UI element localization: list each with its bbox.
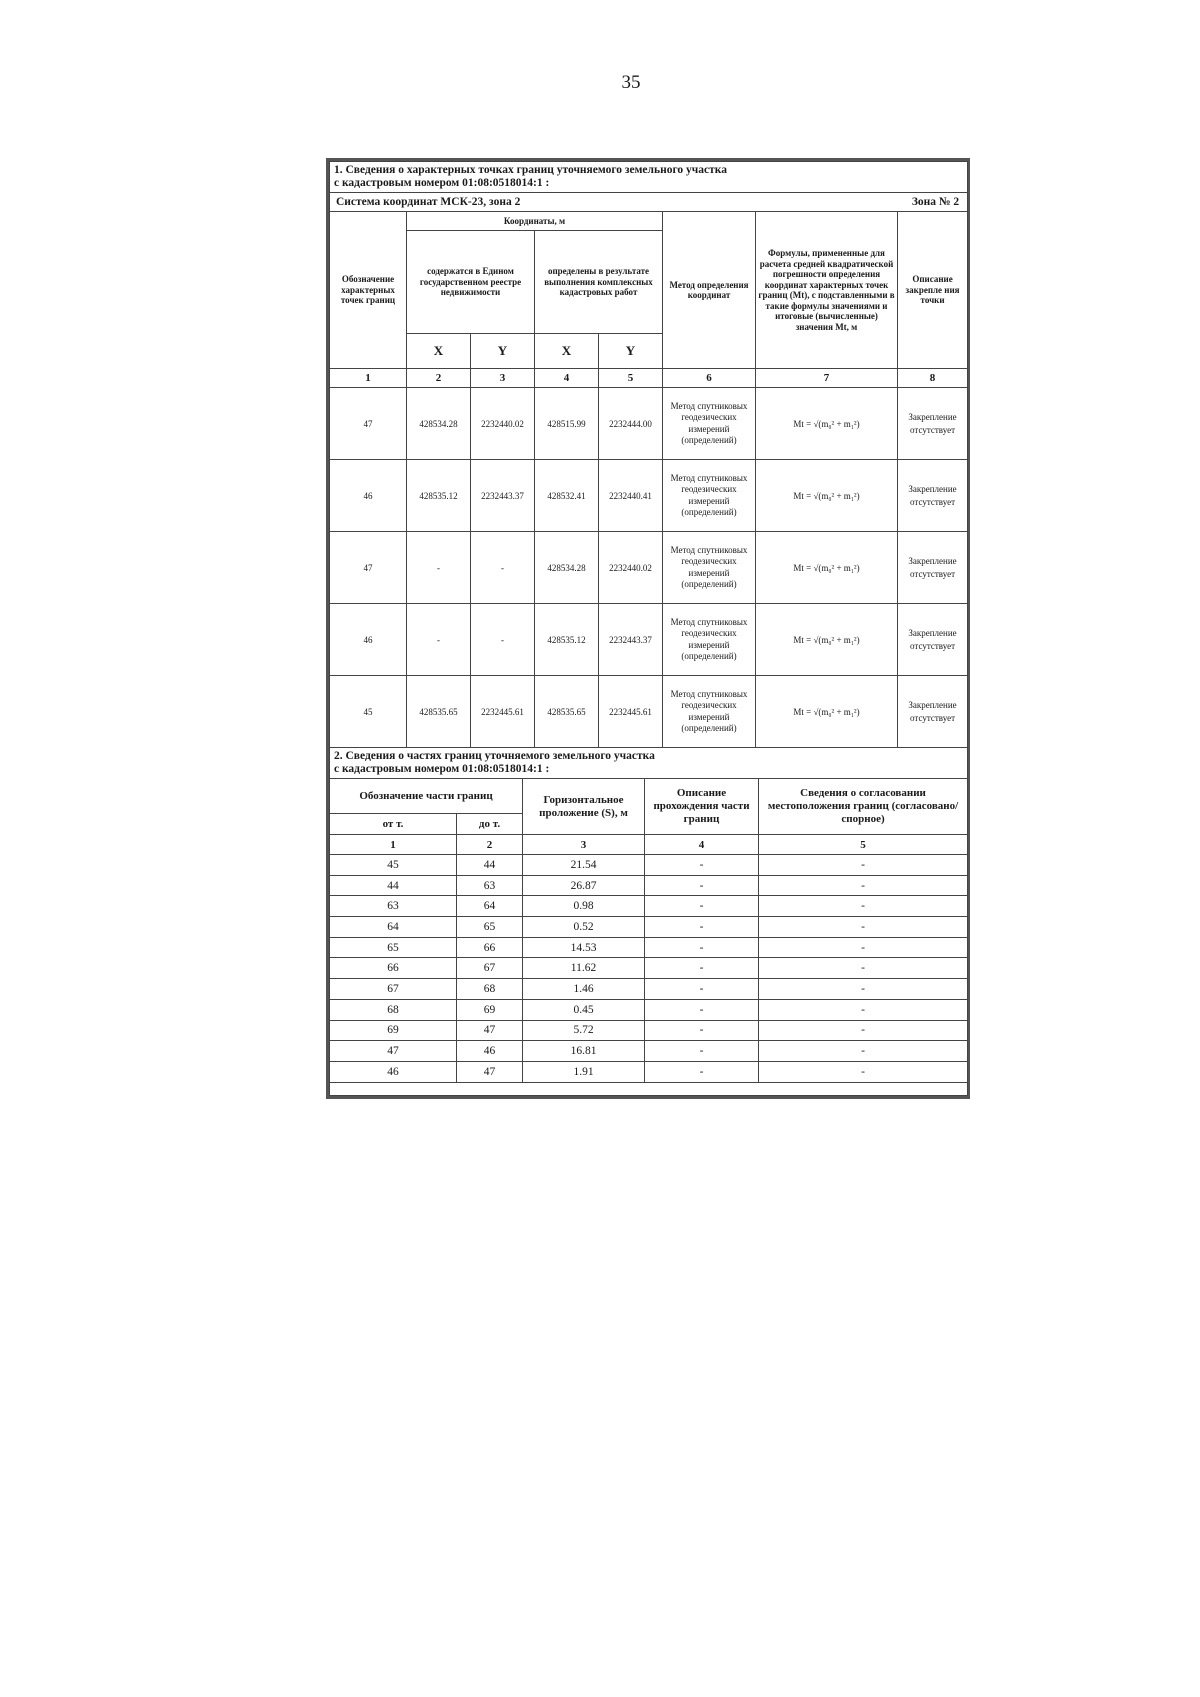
header-to: до т.: [457, 814, 523, 835]
part-row: [330, 917, 968, 938]
section1-title-line1: 1. Сведения о характерных точках границ уточняемого земельного участка: [334, 164, 727, 176]
part-description: -: [645, 979, 759, 1000]
col-number: 5: [759, 835, 968, 855]
y-egrn: -: [471, 604, 535, 676]
cadastral-document: [326, 158, 970, 1099]
to-point: 47: [457, 1020, 523, 1041]
part-row: [330, 896, 968, 917]
header-y-egrn: Y: [471, 334, 535, 369]
to-point: 64: [457, 896, 523, 917]
agreement-status: -: [759, 1061, 968, 1082]
part-row: [330, 1061, 968, 1082]
y-kkr: 2232445.61: [599, 676, 663, 748]
col-number: 3: [523, 835, 645, 855]
col-number: 5: [599, 369, 663, 388]
page-number: 35: [621, 72, 641, 93]
agreement-status: -: [759, 937, 968, 958]
formula: Mt = √(m₀² + m₁²): [756, 532, 898, 604]
horizontal-distance: 21.54: [523, 855, 645, 876]
agreement-status: -: [759, 1041, 968, 1062]
from-point: 69: [330, 1020, 457, 1041]
part-row: [330, 1041, 968, 1062]
col-number: 1: [330, 369, 407, 388]
agreement-status: -: [759, 1020, 968, 1041]
zone-label: Зона № 2: [756, 193, 968, 212]
point-id: 47: [330, 532, 407, 604]
section1-title: [330, 162, 968, 193]
from-point: 66: [330, 958, 457, 979]
part-row: [330, 958, 968, 979]
part-row: [330, 979, 968, 1000]
from-point: 65: [330, 937, 457, 958]
point-row: [330, 388, 968, 460]
method: Метод спутниковых геодезических измерений (определений): [663, 604, 756, 676]
part-description: -: [645, 1061, 759, 1082]
header-egrn: содержатся в Едином государственном реестре недвижимости: [407, 231, 535, 334]
from-point: 46: [330, 1061, 457, 1082]
header-x-egrn: X: [407, 334, 471, 369]
point-row: [330, 460, 968, 532]
x-kkr: 428532.41: [535, 460, 599, 532]
header-method: Метод определения координат: [663, 212, 756, 369]
agreement-status: -: [759, 958, 968, 979]
col-number: 6: [663, 369, 756, 388]
y-kkr: 2232444.00: [599, 388, 663, 460]
part-description: -: [645, 999, 759, 1020]
part-description: -: [645, 958, 759, 979]
to-point: 63: [457, 875, 523, 896]
header-fix: Описание закрепле ния точки: [898, 212, 968, 369]
part-description: -: [645, 1020, 759, 1041]
point-id: 46: [330, 460, 407, 532]
header-coords: Координаты, м: [407, 212, 663, 231]
section2-title: [330, 748, 968, 779]
header-y-kkr: Y: [599, 334, 663, 369]
empty-cell: [330, 1082, 968, 1095]
from-point: 67: [330, 979, 457, 1000]
method: Метод спутниковых геодезических измерений (определений): [663, 388, 756, 460]
to-point: 69: [457, 999, 523, 1020]
horizontal-distance: 14.53: [523, 937, 645, 958]
x-egrn: 428535.12: [407, 460, 471, 532]
method: Метод спутниковых геодезических измерений (определений): [663, 460, 756, 532]
x-egrn: -: [407, 532, 471, 604]
fix-description: Закрепление отсутствует: [898, 532, 968, 604]
y-kkr: 2232440.41: [599, 460, 663, 532]
point-row: [330, 604, 968, 676]
col-number: 2: [407, 369, 471, 388]
fix-description: Закрепление отсутствует: [898, 388, 968, 460]
agreement-status: -: [759, 896, 968, 917]
to-point: 68: [457, 979, 523, 1000]
col-number: 8: [898, 369, 968, 388]
part-row: [330, 875, 968, 896]
to-point: 67: [457, 958, 523, 979]
header-x-kkr: X: [535, 334, 599, 369]
part-row: [330, 855, 968, 876]
y-egrn: 2232445.61: [471, 676, 535, 748]
horizontal-distance: 0.52: [523, 917, 645, 938]
header-description: Описание прохождения части границ: [645, 779, 759, 835]
x-kkr: 428535.65: [535, 676, 599, 748]
to-point: 44: [457, 855, 523, 876]
agreement-status: -: [759, 875, 968, 896]
formula: Mt = √(m₀² + m₁²): [756, 460, 898, 532]
from-point: 44: [330, 875, 457, 896]
header-agreement: Сведения о согласовании местоположения границ (согласовано/спорное): [759, 779, 968, 835]
from-point: 68: [330, 999, 457, 1020]
header-part: Обозначение части границ: [330, 779, 523, 814]
to-point: 65: [457, 917, 523, 938]
part-description: -: [645, 1041, 759, 1062]
part-description: -: [645, 855, 759, 876]
y-egrn: -: [471, 532, 535, 604]
x-egrn: 428534.28: [407, 388, 471, 460]
point-row: [330, 676, 968, 748]
col-number: 2: [457, 835, 523, 855]
horizontal-distance: 1.91: [523, 1061, 645, 1082]
section1-title-line2: с кадастровым номером 01:08:0518014:1 :: [334, 177, 550, 189]
x-kkr: 428535.12: [535, 604, 599, 676]
horizontal-distance: 26.87: [523, 875, 645, 896]
part-description: -: [645, 875, 759, 896]
to-point: 66: [457, 937, 523, 958]
formula: Mt = √(m₀² + m₁²): [756, 604, 898, 676]
horizontal-distance: 5.72: [523, 1020, 645, 1041]
formula: Mt = √(m₀² + m₁²): [756, 676, 898, 748]
point-id: 46: [330, 604, 407, 676]
y-kkr: 2232440.02: [599, 532, 663, 604]
header-formulas: Формулы, примененные для расчета средней квадратической погрешности определения координат характерных точек границ (Mt), с подставленными в такие формулы значениями и итоговые (вычисленные) значения Mt, м: [756, 212, 898, 369]
from-point: 47: [330, 1041, 457, 1062]
horizontal-distance: 0.98: [523, 896, 645, 917]
part-description: -: [645, 917, 759, 938]
coord-system: Система координат МСК-23, зона 2: [330, 193, 756, 212]
col-number: 4: [645, 835, 759, 855]
agreement-status: -: [759, 999, 968, 1020]
x-kkr: 428534.28: [535, 532, 599, 604]
agreement-status: -: [759, 917, 968, 938]
x-egrn: -: [407, 604, 471, 676]
fix-description: Закрепление отсутствует: [898, 604, 968, 676]
agreement-status: -: [759, 979, 968, 1000]
from-point: 63: [330, 896, 457, 917]
col-number: 1: [330, 835, 457, 855]
point-id: 45: [330, 676, 407, 748]
col-number: 7: [756, 369, 898, 388]
col-number: 4: [535, 369, 599, 388]
point-row: [330, 532, 968, 604]
empty-row: [330, 1082, 968, 1095]
section2-title-line2: с кадастровым номером 01:08:0518014:1 :: [334, 763, 550, 775]
part-description: -: [645, 896, 759, 917]
part-row: [330, 1020, 968, 1041]
header-from: от т.: [330, 814, 457, 835]
header-horizontal: Горизонтальное проложение (S), м: [523, 779, 645, 835]
col-number: 3: [471, 369, 535, 388]
horizontal-distance: 11.62: [523, 958, 645, 979]
y-egrn: 2232440.02: [471, 388, 535, 460]
x-egrn: 428535.65: [407, 676, 471, 748]
part-description: -: [645, 937, 759, 958]
parts-table: [329, 748, 968, 1096]
part-row: [330, 937, 968, 958]
agreement-status: -: [759, 855, 968, 876]
horizontal-distance: 0.45: [523, 999, 645, 1020]
y-kkr: 2232443.37: [599, 604, 663, 676]
from-point: 45: [330, 855, 457, 876]
method: Метод спутниковых геодезических измерений (определений): [663, 676, 756, 748]
point-id: 47: [330, 388, 407, 460]
header-kkr: определены в результате выполнения комплексных кадастровых работ: [535, 231, 663, 334]
to-point: 46: [457, 1041, 523, 1062]
x-kkr: 428515.99: [535, 388, 599, 460]
y-egrn: 2232443.37: [471, 460, 535, 532]
section2-title-line1: 2. Сведения о частях границ уточняемого земельного участка: [334, 750, 655, 762]
horizontal-distance: 16.81: [523, 1041, 645, 1062]
to-point: 47: [457, 1061, 523, 1082]
part-row: [330, 999, 968, 1020]
fix-description: Закрепление отсутствует: [898, 676, 968, 748]
from-point: 64: [330, 917, 457, 938]
horizontal-distance: 1.46: [523, 979, 645, 1000]
method: Метод спутниковых геодезических измерений (определений): [663, 532, 756, 604]
header-point: Обозначение характерных точек границ: [330, 212, 407, 369]
fix-description: Закрепление отсутствует: [898, 460, 968, 532]
points-table: [329, 161, 968, 748]
formula: Mt = √(m₀² + m₁²): [756, 388, 898, 460]
